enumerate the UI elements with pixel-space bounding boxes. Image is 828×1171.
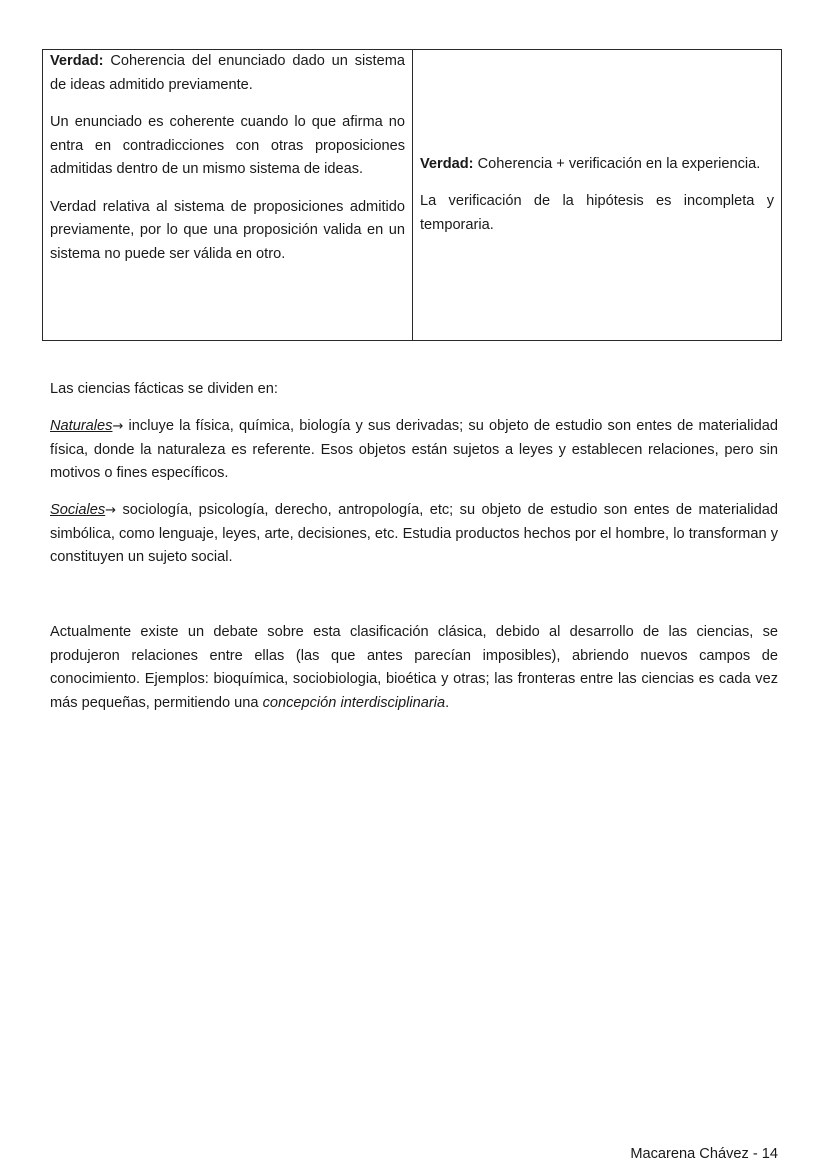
right-verification-paragraph: La verificación de la hipótesis es incompleta y temporaria. xyxy=(420,193,774,233)
sociales-text: sociología, psicología, derecho, antropología, etc; su objeto de estudio son entes de materialidad simbólica, como lenguaje, leyes, arte, decisiones, etc. Estudia productos hechos por el hombre, lo transforman y constituyen un sujeto social. xyxy=(50,502,778,565)
debate-paragraph xyxy=(50,621,778,715)
sociales-term: Sociales xyxy=(50,502,106,518)
naturales-paragraph xyxy=(50,415,778,486)
naturales-term: Naturales xyxy=(50,418,113,434)
sociales-block xyxy=(50,499,778,570)
sociales-paragraph xyxy=(50,499,778,570)
intro-paragraph: Las ciencias fácticas se dividen en: xyxy=(50,381,278,397)
arrow-right-icon: → xyxy=(112,419,124,434)
debate-end: . xyxy=(445,694,450,711)
left-lead-in: Verdad: xyxy=(50,53,104,69)
page-footer xyxy=(630,1143,778,1165)
debate-block xyxy=(50,621,778,715)
table-row xyxy=(43,50,782,341)
footer-author-page: Macarena Chávez - 14 xyxy=(630,1146,778,1162)
comparison-table xyxy=(42,49,782,341)
arrow-right-icon: → xyxy=(105,503,117,518)
left-relative-paragraph: Verdad relativa al sistema de proposiciones admitido previamente, por lo que una proposición valida en un sistema no puede ser válida en otro. xyxy=(50,198,405,262)
debate-emphasis: concepción interdisciplinaria xyxy=(262,694,446,711)
intro-block xyxy=(50,378,778,402)
left-definition-text: Coherencia del enunciado dado un sistema de ideas admitido previamente. xyxy=(50,53,405,93)
naturales-text: incluye la física, química, biología y sus derivadas; su objeto de estudio son entes de materialidad física, donde la naturaleza es referente. Esos objetos están sujetos a leyes y establecen relaciones, pero sin motivos o fines específicos. xyxy=(50,418,778,481)
left-coherence-paragraph: Un enunciado es coherente cuando lo que afirma no entra en contradicciones con otras proposiciones admitidas dentro de un mismo sistema de ideas. xyxy=(50,114,405,177)
table-cell-left xyxy=(43,50,413,341)
right-definition-paragraph xyxy=(420,153,774,177)
left-definition-paragraph xyxy=(50,50,405,97)
right-lead-in: Verdad: xyxy=(420,155,474,172)
debate-text: Actualmente existe un debate sobre esta clasificación clásica, debido al desarrollo de las ciencias, se produjeron relaciones entre ellas (las que antes parecían imposibles), abriendo nuevos campos de conocimiento. Ejemplos: bioquímica, sociobiologia, bioética y otras; las fronteras entre las ciencias es cada vez más pequeñas, permitiendo una xyxy=(50,624,778,711)
table-cell-right xyxy=(413,50,782,341)
naturales-block xyxy=(50,415,778,486)
right-definition-text: Coherencia + verificación en la experiencia. xyxy=(473,155,761,172)
